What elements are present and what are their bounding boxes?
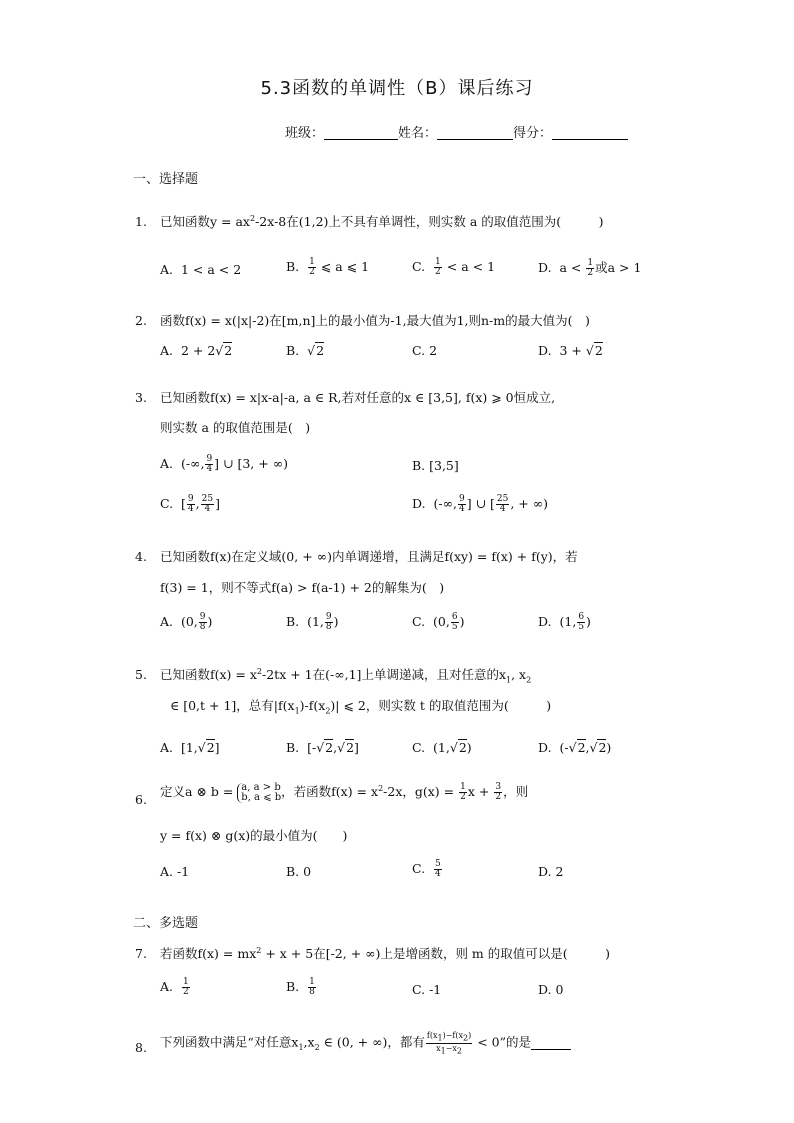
option-a[interactable]: A. 1 < a < 2	[160, 262, 242, 277]
score-label: 得分：	[513, 126, 553, 141]
option-c[interactable]: C. [ $\frac{9}{4}$ , $\frac{25}{4}$ ]	[160, 494, 220, 514]
question-number: 8.	[135, 1040, 147, 1055]
score-blank[interactable]	[552, 126, 628, 140]
option-d[interactable]: D. (-√2,√2)	[538, 740, 612, 755]
student-info-line	[285, 122, 628, 141]
name-blank[interactable]	[437, 126, 513, 140]
question-stem-line1: 定义a ⊗ b = a, a > b b, a ⩽ b，若函数$f(x) = x^2-2x$，g(x) = $\frac{1}{2}$ x + $\frac{3}{2}$ ，则	[160, 781, 529, 803]
question-stem-line1: 已知函数f(x)在定义域(0, + ∞)内单调递增，且满足f(xy) = f(x) + f(y)，若	[160, 549, 578, 564]
option-a[interactable]: A. $\frac{1}{2}$	[160, 977, 189, 997]
question-number: 6.	[135, 792, 147, 807]
question-stem-line1: 已知函数$f(x) = x^2-2tx + 1$在(-∞,1]上单调递减，且对任意的$x_1$, $x_2$	[160, 666, 532, 685]
option-c[interactable]: C. $\frac{5}{4}$	[412, 859, 441, 879]
question-number: 1.	[135, 214, 147, 229]
option-b[interactable]: B. (1, $\frac{9}{8}$ )	[286, 612, 339, 632]
question-stem-line2: ∈ [0,t + 1]，总有$|f(x_1)-f(x_2)|$ ⩽ 2，则实数 t 的取值范围为( )	[170, 698, 552, 716]
option-c[interactable]: C. $\frac{1}{2}$ < a < 1	[412, 257, 496, 277]
page-title: 5.3函数的单调性（B）课后练习	[260, 78, 534, 99]
option-d[interactable]: D. a < $\frac{1}{2}$ 或a > 1	[538, 258, 642, 278]
question-stem-line1: 已知函数f(x) = x|x-a|-a, a ∈ R,若对任意的x ∈ [3,5], f(x) ⩾ 0恒成立,	[160, 390, 556, 405]
name-label: 姓名：	[398, 126, 438, 141]
option-a[interactable]: A. (0, $\frac{9}{8}$ )	[160, 612, 213, 632]
question-stem: 若函数$f(x) = mx^2 + x + 5$在[-2, + ∞)上是增函数，则 m 的取值可以是( )	[160, 945, 610, 961]
option-c[interactable]: C. (1,√2)	[412, 740, 472, 755]
option-a[interactable]: A. -1	[160, 864, 190, 879]
section-heading-single-choice: 一、选择题	[133, 172, 199, 187]
section-heading-multi-choice: 二、多选题	[133, 916, 199, 931]
question-number: 2.	[135, 313, 147, 328]
piecewise-brace: a, a > b b, a ⩽ b	[237, 783, 281, 803]
question-stem: 已知函数$y = ax^2-2x-8$在(1,2)上不具有单调性，则实数 a 的取值范围为( )	[160, 213, 604, 229]
question-number: 5.	[135, 667, 147, 682]
question-stem: 下列函数中满足“对任意$x_1,x_2$ ∈ (0, + ∞)，都有 $\frac{f(x_1)-f(x_2)}{x_1-x_2}$ < 0”的是	[160, 1031, 571, 1055]
option-d[interactable]: D. 3 + √2	[538, 343, 603, 358]
option-b[interactable]: B. [3,5]	[412, 458, 459, 473]
class-label: 班级：	[285, 126, 325, 141]
question-number: 3.	[135, 390, 147, 405]
option-b[interactable]: B. $\frac{1}{2}$ ⩽ a ⩽ 1	[286, 257, 370, 277]
option-c[interactable]: C. 2	[412, 343, 438, 358]
option-b[interactable]: B. [-√2,√2]	[286, 740, 359, 755]
question-stem: 函数f(x) = x(|x|-2)在[m,n]上的最小值为-1,最大值为1,则n-m的最大值为( )	[160, 313, 590, 328]
option-d[interactable]: D. 0	[538, 982, 564, 997]
option-b[interactable]: B. √2	[286, 343, 325, 358]
option-d[interactable]: D. (-∞, $\frac{9}{4}$ ] ∪ [ $\frac{25}{4}$ , + ∞)	[412, 494, 549, 514]
option-c[interactable]: C. -1	[412, 982, 442, 997]
question-number: 4.	[135, 549, 147, 564]
option-d[interactable]: D. (1, $\frac{6}{5}$ )	[538, 612, 591, 632]
option-b[interactable]: B. 0	[286, 864, 312, 879]
option-a[interactable]: A. [1,√2]	[160, 740, 220, 755]
class-blank[interactable]	[324, 126, 398, 140]
option-a[interactable]: A. (-∞, $\frac{9}{4}$ ] ∪ [3, + ∞)	[160, 454, 288, 474]
question-stem-line2: 则实数 a 的取值范围是( )	[160, 420, 311, 435]
option-d[interactable]: D. 2	[538, 864, 564, 879]
question-stem-line2: f(3) = 1，则不等式f(a) > f(a-1) + 2的解集为( )	[160, 580, 445, 595]
option-a[interactable]: A. 2 + 2√2	[160, 343, 233, 358]
option-c[interactable]: C. (0, $\frac{6}{5}$ )	[412, 612, 465, 632]
question-stem-line2: y = f(x) ⊗ g(x)的最小值为( )	[160, 828, 348, 843]
answer-blank[interactable]	[531, 1036, 571, 1050]
option-b[interactable]: B. $\frac{1}{8}$	[286, 977, 315, 997]
question-number: 7.	[135, 946, 147, 961]
